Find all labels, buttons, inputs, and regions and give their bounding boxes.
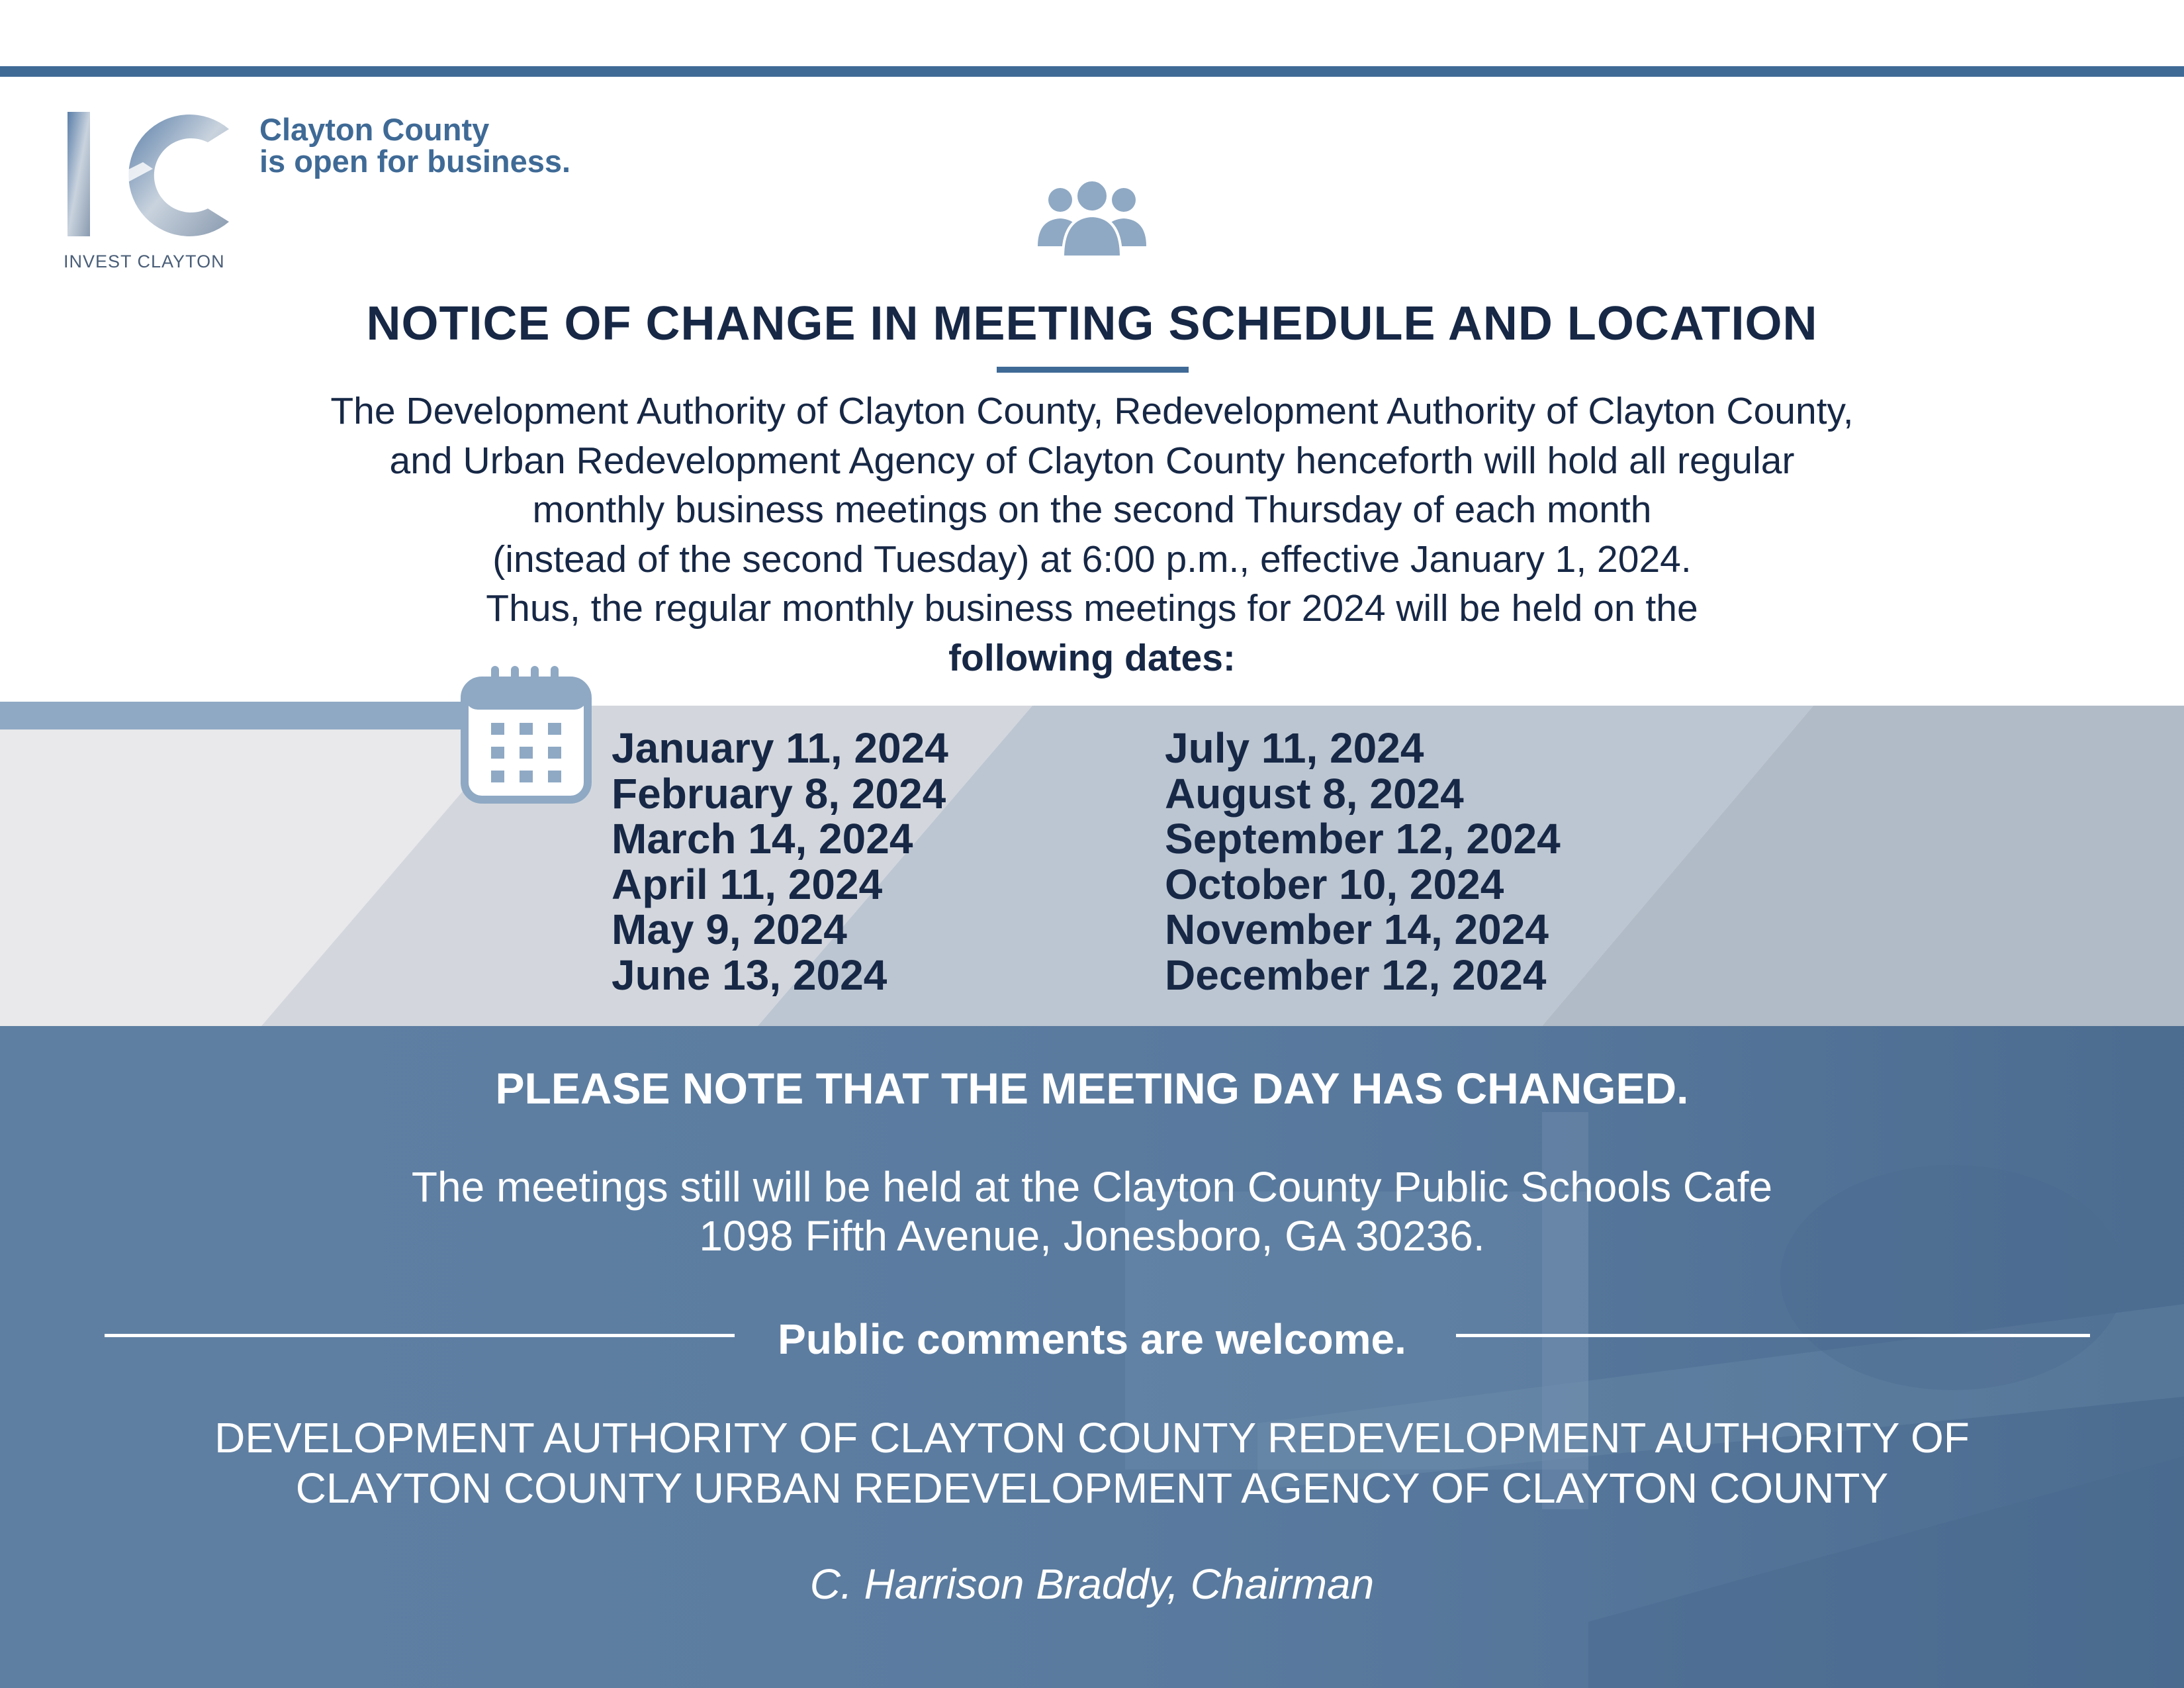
title-underline	[997, 367, 1189, 373]
tagline-line-2: is open for business.	[259, 144, 571, 179]
date-item: February 8, 2024	[612, 769, 946, 818]
date-item: September 12, 2024	[1165, 815, 1561, 863]
tagline-line-1: Clayton County	[259, 112, 490, 147]
divider-line-left	[105, 1334, 735, 1337]
dates-column-right	[1165, 726, 1561, 998]
dates-band	[0, 706, 2184, 1026]
date-item: March 14, 2024	[612, 815, 913, 863]
intro-line-2: and Urban Redevelopment Agency of Clayton County henceforth will hold all regular	[389, 439, 1795, 482]
invest-clayton-logo	[64, 109, 236, 242]
band-accent-strip	[0, 702, 463, 729]
agencies-line-2: CLAYTON COUNTY URBAN REDEVELOPMENT AGENCY OF CLAYTON COUNTY	[295, 1464, 1889, 1512]
band-diagonal-shapes	[0, 706, 2184, 1026]
people-group-icon	[1032, 179, 1152, 258]
date-item: June 13, 2024	[612, 951, 887, 999]
logo-caption: INVEST CLAYTON	[64, 252, 225, 271]
date-item: December 12, 2024	[1165, 951, 1547, 999]
intro-bold-line: following dates:	[948, 636, 1236, 679]
intro-line-4: (instead of the second Tuesday) at 6:00 p.m., effective January 1, 2024.	[492, 538, 1692, 581]
venue-line-1: The meetings still will be held at the Clayton County Public Schools Cafe	[411, 1163, 1773, 1211]
venue-address: 1098 Fifth Avenue, Jonesboro, GA 30236.	[699, 1212, 1485, 1260]
calendar-icon	[457, 662, 596, 808]
date-item: August 8, 2024	[1165, 769, 1464, 818]
agencies-block	[0, 1413, 2184, 1513]
dates-column-left	[612, 726, 948, 998]
date-item: April 11, 2024	[612, 860, 883, 908]
agencies-line-1: DEVELOPMENT AUTHORITY OF CLAYTON COUNTY REDEVELOPMENT AUTHORITY OF	[214, 1414, 1970, 1462]
public-comments-note: Public comments are welcome.	[778, 1315, 1406, 1363]
date-item: November 14, 2024	[1165, 906, 1549, 953]
top-rule	[0, 66, 2184, 77]
date-item: May 9, 2024	[612, 906, 847, 953]
page-title: NOTICE OF CHANGE IN MEETING SCHEDULE AND LOCATION	[366, 297, 1818, 350]
intro-line-1: The Development Authority of Clayton County, Redevelopment Authority of Clayton County,	[330, 390, 1854, 432]
intro-line-3: monthly business meetings on the second Thursday of each month	[532, 489, 1652, 531]
intro-paragraph	[99, 387, 2085, 682]
intro-line-5: Thus, the regular monthly business meetings for 2024 will be held on the	[486, 587, 1698, 630]
date-item: January 11, 2024	[612, 724, 948, 772]
chairman-signature: C. Harrison Braddy, Chairman	[809, 1560, 1375, 1608]
date-item: October 10, 2024	[1165, 860, 1504, 908]
date-item: July 11, 2024	[1165, 724, 1424, 772]
divider-line-right	[1456, 1334, 2090, 1337]
meeting-day-change-heading: PLEASE NOTE THAT THE MEETING DAY HAS CHANGED.	[495, 1064, 1689, 1113]
venue-block	[0, 1162, 2184, 1260]
